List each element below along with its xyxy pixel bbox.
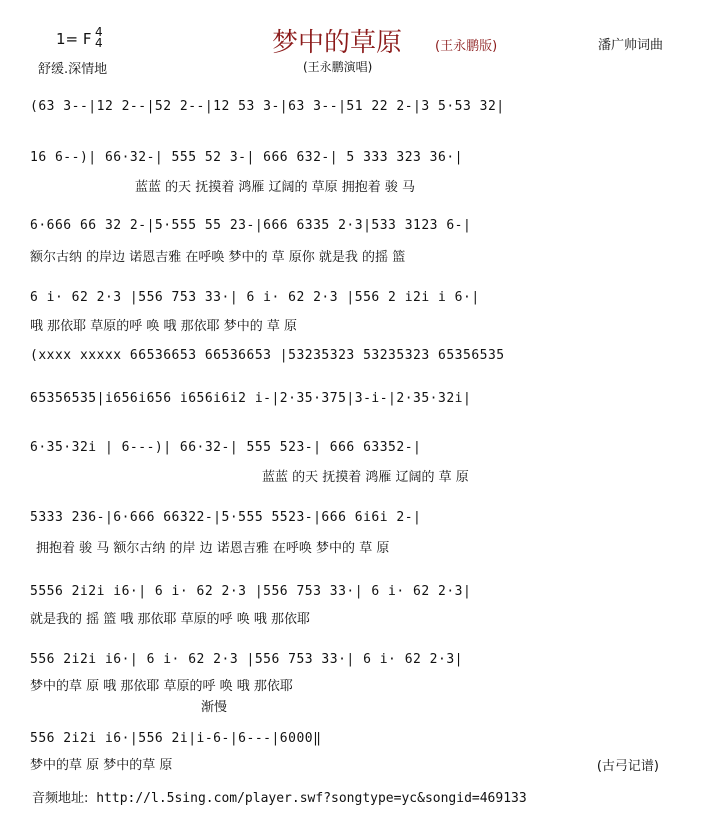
score-line-3-lyrics: 额尔古纳 的岸边 诺恩吉雅 在呼唤 梦中的 草 原你 就是我 的摇 篮 [30, 250, 406, 265]
singer-label: (王永鹏演唱) [303, 60, 373, 74]
transcriber-credit: (古弓记谱) [596, 759, 659, 774]
time-bottom: 4 [95, 36, 103, 50]
composer-label: 潘广帅词曲 [598, 38, 664, 53]
audio-label: 音频地址: [32, 791, 89, 806]
score-line-1-notes: (63 3--|12 2--|52 2--|12 53 3-|63 3--|51 22 2-|3 5·53 32| [30, 99, 505, 114]
audio-url[interactable]: http://l.5sing.com/player.swf?songtype=yc&songid=469133 [96, 791, 527, 806]
score-line-10-notes: 556 2i2i i6·| 6 i· 62 2·3 |556 753 33·| 6 i· 62 2·3| [30, 652, 463, 667]
slow-marking: 渐慢 [201, 700, 228, 715]
score-line-7-lyrics: 蓝蓝 的天 抚摸着 鸿雁 辽阔的 草 原 [262, 470, 469, 485]
score-line-10-lyrics: 梦中的草 原 哦 那依耶 草原的呼 唤 哦 那依耶 [30, 679, 293, 694]
score-line-9-notes: 5556 2i2i i6·| 6 i· 62 2·3 |556 753 33·| 6 i· 62 2·3| [30, 584, 472, 599]
score-line-7-notes: 6·35·32i | 6---)| 66·32-| 555 523-| 666 63352-| [30, 440, 422, 455]
score-line-6-notes: 65356535|i656i656 i656i6i2 i-|2·35·375|3-i-|2·35·32i| [30, 391, 472, 406]
score-line-2-lyrics: 蓝蓝 的天 抚摸着 鸿雁 辽阔的 草原 拥抱着 骏 马 [135, 180, 416, 195]
score-line-8-lyrics: 拥抱着 骏 马 额尔古纳 的岸 边 诺恩吉雅 在呼唤 梦中的 草 原 [36, 541, 390, 556]
score-line-3-notes: 6·666 66 32 2-|5·555 55 23-|666 6335 2·3|533 3123 6-| [30, 218, 472, 233]
version-label: (王永鹏版) [435, 39, 498, 54]
song-title: 梦中的草原 [272, 28, 403, 58]
score-line-8-notes: 5333 236-|6·666 66322-|5·555 5523-|666 6i6i 2-| [30, 510, 422, 525]
tempo-marking: 舒缓.深情地 [38, 62, 108, 77]
time-signature [95, 27, 103, 49]
score-line-11-notes: 556 2i2i i6·|556 2i|i-6-|6---|6000‖ [30, 731, 322, 746]
time-top: 4 [95, 25, 103, 39]
score-line-11-lyrics: 梦中的草 原 梦中的草 原 [30, 758, 173, 773]
audio-address [32, 787, 527, 806]
score-line-2-notes: 16 6--)| 66·32-| 555 52 3-| 666 632-| 5 333 323 36·| [30, 150, 463, 165]
score-line-4-notes: 6 i· 62 2·3 |556 753 33·| 6 i· 62 2·3 |556 2 i2i i 6·| [30, 290, 480, 305]
score-line-4-lyrics: 哦 那依耶 草原的呼 唤 哦 那依耶 梦中的 草 原 [30, 319, 298, 334]
score-line-5-notes: (xxxx xxxxx 66536653 66536653 |53235323 53235323 65356535 [30, 348, 505, 363]
key-signature: 1= F [56, 30, 92, 48]
score-line-9-lyrics: 就是我的 摇 篮 哦 那依耶 草原的呼 唤 哦 那依耶 [30, 612, 311, 627]
